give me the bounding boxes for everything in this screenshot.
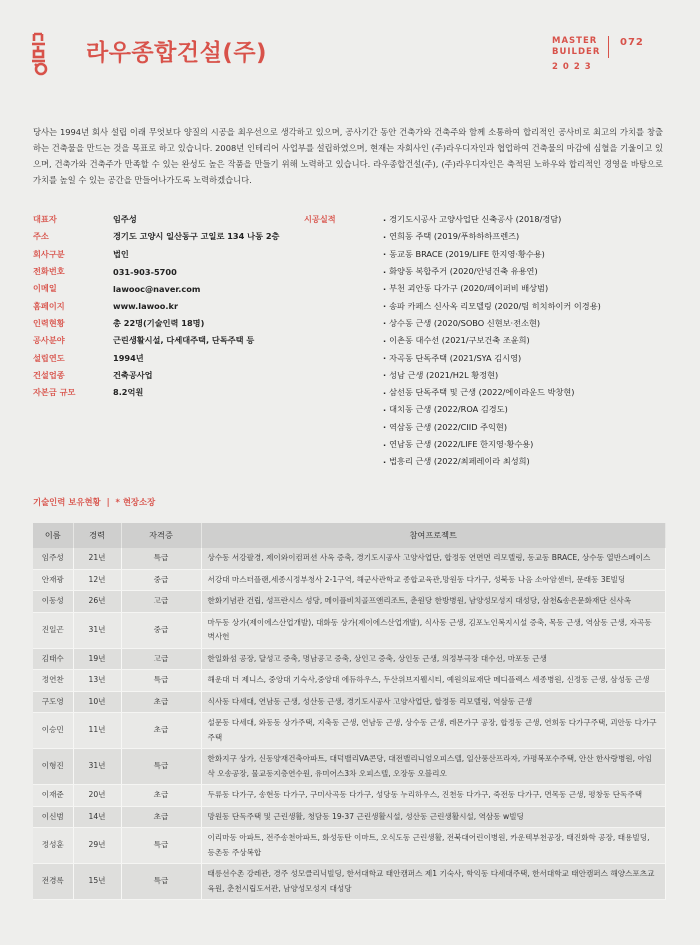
table-row xyxy=(33,864,666,900)
cell-grade: 초급 xyxy=(121,691,201,713)
cell-name: 구도영 xyxy=(33,691,73,713)
cell-projects: 태릉선수촌 강레관, 경주 성모클리닉빌딩, 한서대학교 태안캠퍼스 제1 기숙사, 학익동 다세대주택, 한서대학교 태안캠퍼스 해양스포츠교육원, 춘천시립도서관, 남양성모성지 대성당 xyxy=(201,864,666,900)
cell-projects: 서강대 마스터플랜,세종시정부청사 2-1구역, 해군사관학교 종합교육관,망원동 다가구, 성북동 나음 소아암센터, 문래동 3E빌딩 xyxy=(201,569,666,591)
info-label: 자본금 규모 xyxy=(33,387,76,398)
info-value: 경기도 고양시 일산동구 고일로 134 나동 2층 xyxy=(113,231,280,242)
cell-career: 21년 xyxy=(73,548,121,569)
table-row xyxy=(33,785,666,807)
cell-name: 이동성 xyxy=(33,591,73,613)
table-row xyxy=(33,569,666,591)
info-row-staff xyxy=(33,315,279,332)
intro-paragraph: 당사는 1994년 회사 설립 이래 무엇보다 양질의 시공을 최우선으로 생각하고 있으며, 공사기간 동안 건축가와 건축주와 함께 소통하여 합리적인 공사비로 최고의 가치를 창출하는 건축물을 만드는 것을 목표로 하고 있습니다. 2008년 인테리어 사업부를 설립하였으며, 현재는 자회사인 (주)라우디자인과 협업하여 건축물의 마감에 심혈을 기울이고 있으며, 건축가와 건축주가 만족할 수 있는 완성도 높은 작품을 만들기 위해 노력하고 있습니다. 라우종합건설(주), (주)라우디자인은 축적된 노하우와 합리적인 경영을 바탕으로 가치를 높일 수 있는 공간을 만들어나가도록 노력하겠습니다. xyxy=(33,127,663,185)
info-label: 주소 xyxy=(33,231,49,242)
cell-grade: 특급 xyxy=(121,670,201,692)
info-label: 홈페이지 xyxy=(33,300,65,311)
cell-projects: 식사동 다세대, 연남동 근생, 성산동 근생, 경기도시공사 고양사업단, 합정동 리모델링, 역삼동 근생 xyxy=(201,691,666,713)
cell-projects: 망원동 단독주택 및 근린생활, 청담동 19-37 근린생활시설, 성산동 근린생활시설, 역삼동 w빌딩 xyxy=(201,806,666,828)
header-divider xyxy=(608,36,609,58)
cell-career: 31년 xyxy=(73,749,121,785)
cell-grade: 특급 xyxy=(121,828,201,864)
cell-projects: 한화기념관 건립, 성프란시스 성당, 메이플비치골프앤리조트, 춘원당 한방병원, 남양성모성지 대성당, 삼천&송은문화재단 신사옥 xyxy=(201,591,666,613)
company-info-list xyxy=(33,211,279,401)
works-item: · 연희동 주택 (2019/푸하하하프렌즈) xyxy=(383,228,601,245)
works-item: · 삼선동 단독주택 및 근생 (2022/에이라운드 박창현) xyxy=(383,384,601,401)
info-row-address xyxy=(33,228,279,245)
info-label: 설립연도 xyxy=(33,352,65,363)
works-item: · 부천 괴안동 다가구 (2020/페이퍼비 배상범) xyxy=(383,280,601,297)
cell-grade: 특급 xyxy=(121,749,201,785)
works-item: · 연남동 근생 (2022/LIFE 한지영·황수용) xyxy=(383,436,601,453)
cell-career: 15년 xyxy=(73,864,121,900)
info-row-company-type xyxy=(33,246,279,263)
works-item: · 상수동 근생 (2020/SOBO 신현보·전소현) xyxy=(383,315,601,332)
cell-career: 12년 xyxy=(73,569,121,591)
col-header-grade: 자격증 xyxy=(121,523,201,548)
works-item: · 법흥리 근생 (2022/최페레이라 최성희) xyxy=(383,453,601,470)
cell-career: 20년 xyxy=(73,785,121,807)
info-label: 건설업종 xyxy=(33,369,65,380)
cell-grade: 특급 xyxy=(121,864,201,900)
cell-name: 임주성 xyxy=(33,548,73,569)
cell-name: 이승민 xyxy=(33,713,73,749)
info-label: 인력현황 xyxy=(33,317,65,328)
cell-grade: 고급 xyxy=(121,648,201,670)
works-item: · 역삼동 근생 (2022/CIID 주익현) xyxy=(383,419,601,436)
info-row-phone xyxy=(33,263,279,280)
cell-career: 10년 xyxy=(73,691,121,713)
info-value: 8.2억원 xyxy=(113,387,144,398)
works-item: · 동교동 BRACE (2019/LIFE 한지영·황수용) xyxy=(383,246,601,263)
info-row-industry xyxy=(33,367,279,384)
works-list xyxy=(383,211,601,470)
info-label: 이메일 xyxy=(33,283,57,294)
info-label: 회사구분 xyxy=(33,248,65,259)
works-item: · 이촌동 대수선 (2021/구보건축 조윤희) xyxy=(383,332,601,349)
table-row xyxy=(33,548,666,569)
info-row-capital xyxy=(33,384,279,401)
works-item: · 경기도시공사 고양사업단 신축공사 (2018/경담) xyxy=(383,211,601,228)
info-label: 대표자 xyxy=(33,214,57,225)
staff-separator: | xyxy=(106,497,110,507)
cell-projects: 한일화섬 공장, 달성고 증축, 명남공고 증축, 상인고 증축, 상인동 근생, 의정부극장 대수선, 마포동 근생 xyxy=(201,648,666,670)
info-value: 근린생활시설, 다세대주택, 단독주택 등 xyxy=(113,335,255,346)
cell-projects: 이리마동 아파트, 전주송천아파트, 화성동탄 이마트, 오식도동 근린생활, 전북대어린이병원, 카운텍부천공장, 태진화학 공장, 태용빌딩, 등촌동 주상복합 xyxy=(201,828,666,864)
cell-career: 14년 xyxy=(73,806,121,828)
info-value: lawooc@naver.com xyxy=(113,283,201,294)
info-label: 공사분야 xyxy=(33,335,65,346)
works-label: 시공실적 xyxy=(304,214,336,225)
staff-section-title xyxy=(33,496,155,508)
works-item: · 대치동 근생 (2022/ROA 김경도) xyxy=(383,401,601,418)
info-value: 031-903-5700 xyxy=(113,266,177,277)
cell-name: 전경록 xyxy=(33,864,73,900)
cell-grade: 초급 xyxy=(121,785,201,807)
staff-title: 기술인력 보유현황 xyxy=(33,497,101,507)
info-value: 건축공사업 xyxy=(113,369,153,380)
cell-projects: 마두동 상가(제이에스산업개발), 대화동 상가(제이에스산업개발), 식사동 근생, 김포노인복지시설 증축, 목동 근생, 역삼동 근생, 자곡동 벽사헌 xyxy=(201,612,666,648)
cell-name: 정연찬 xyxy=(33,670,73,692)
cell-career: 13년 xyxy=(73,670,121,692)
works-item: · 송파 카페스 신사옥 리모델링 (2020/팀 히치하이커 이경용) xyxy=(383,297,601,314)
col-header-name: 이름 xyxy=(33,523,73,548)
info-value: 총 22명(기술인력 18명) xyxy=(113,317,205,328)
info-row-founded xyxy=(33,349,279,366)
cell-career: 31년 xyxy=(73,612,121,648)
cell-name: 김태수 xyxy=(33,648,73,670)
table-row xyxy=(33,648,666,670)
company-title: 라우종합건설(주) xyxy=(86,40,268,66)
cell-career: 19년 xyxy=(73,648,121,670)
info-value: 법인 xyxy=(113,248,129,259)
cell-name: 이형진 xyxy=(33,749,73,785)
cell-projects: 설문동 다세대, 와동동 상가주택, 지축동 근생, 연남동 근생, 상수동 근생, 레몬가구 공장, 합정동 근생, 연희동 다가구주택, 괴안동 다가구주택 xyxy=(201,713,666,749)
cell-grade: 중급 xyxy=(121,569,201,591)
company-logo-icon xyxy=(31,31,51,77)
table-row xyxy=(33,591,666,613)
cell-grade: 특급 xyxy=(121,548,201,569)
cell-career: 26년 xyxy=(73,591,121,613)
table-header-row xyxy=(33,523,666,548)
info-value: 임주성 xyxy=(113,214,137,225)
cell-career: 11년 xyxy=(73,713,121,749)
cell-name: 이신범 xyxy=(33,806,73,828)
series-line2: BUILDER xyxy=(552,47,601,57)
info-row-ceo xyxy=(33,211,279,228)
table-row xyxy=(33,612,666,648)
info-row-field xyxy=(33,332,279,349)
cell-name: 정성훈 xyxy=(33,828,73,864)
cell-projects: 해운대 더 제니스, 중앙대 기숙사,중앙대 에듀하우스, 두산위브지웰시티, 예원의료재단 메디플렉스 세종병원, 신정동 근생, 삼성동 근생 xyxy=(201,670,666,692)
col-header-career: 경력 xyxy=(73,523,121,548)
cell-grade: 중급 xyxy=(121,612,201,648)
info-label: 전화번호 xyxy=(33,266,65,277)
cell-name: 이재준 xyxy=(33,785,73,807)
staff-note: * 현장소장 xyxy=(115,497,156,507)
series-line1: MASTER xyxy=(552,36,598,46)
series-label xyxy=(552,36,600,73)
cell-career: 29년 xyxy=(73,828,121,864)
info-value: 1994년 xyxy=(113,352,144,363)
table-row xyxy=(33,806,666,828)
cell-name: 안재광 xyxy=(33,569,73,591)
info-value: www.lawoo.kr xyxy=(113,301,179,312)
cell-projects: 두류동 다가구, 송현동 다가구, 구미사곡동 다가구, 성당동 누리하우스, 진천동 다가구, 죽전동 다가구, 면목동 근생, 평창동 단독주택 xyxy=(201,785,666,807)
staff-table xyxy=(33,523,666,900)
table-row xyxy=(33,691,666,713)
cell-name: 진일곤 xyxy=(33,612,73,648)
col-header-projects: 참여프로젝트 xyxy=(201,523,666,548)
info-row-homepage xyxy=(33,297,279,314)
cell-grade: 초급 xyxy=(121,806,201,828)
cell-projects: 상수동 서강팔경, 제이와이컴퍼션 사옥 증축, 경기도시공사 고양사업단, 합정동 연면면 리모델링, 동교동 BRACE, 상수동 열반스페이스 xyxy=(201,548,666,569)
cell-grade: 고급 xyxy=(121,591,201,613)
table-row xyxy=(33,749,666,785)
table-row xyxy=(33,828,666,864)
page-number: 072 xyxy=(620,37,644,48)
cell-projects: 한화지구 상가, 신동양재건축아파트, 대덕밸리VA콘당, 대전밸리니엄오피스텔, 일산풍산프라자, 가평복포수주택, 안산 한사랑병원, 아임삭 오송공장, 물교동지층연수원, 유미어스3차 오피스텔, 오장동 오블리오 xyxy=(201,749,666,785)
table-row xyxy=(33,713,666,749)
works-item: · 성남 근생 (2021/H2L 황정현) xyxy=(383,367,601,384)
cell-grade: 초급 xyxy=(121,713,201,749)
info-row-email xyxy=(33,280,279,297)
works-item: · 화양동 복합주거 (2020/안녕건축 유용연) xyxy=(383,263,601,280)
works-item: · 자곡동 단독주택 (2021/SYA 김시영) xyxy=(383,349,601,366)
series-year: 2023 xyxy=(552,62,596,72)
table-row xyxy=(33,670,666,692)
